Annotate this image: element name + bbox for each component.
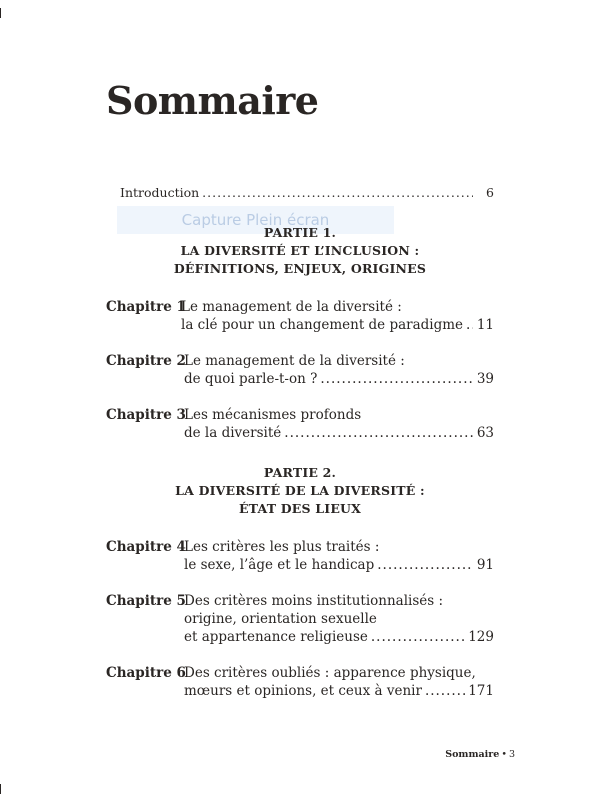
chapter-title-line: de quoi parle-t-on ? — [184, 371, 318, 387]
toc-entry-chapter-5[interactable] — [184, 628, 494, 646]
toc-entry-chapter-1[interactable] — [181, 316, 494, 334]
chapter-label: Chapitre 5 — [106, 593, 186, 609]
toc-entry-label: Introduction — [120, 185, 200, 200]
chapter-label: Chapitre 4 — [106, 539, 186, 555]
dot-leader — [377, 556, 473, 574]
chapter-title-line[interactable]: Les mécanismes profonds — [184, 407, 362, 423]
part-title-line: DÉFINITIONS, ENJEUX, ORIGINES — [173, 261, 427, 276]
chapter-title-line[interactable]: Des critères moins institutionnalisés : — [184, 593, 444, 609]
toc-page-number: 91 — [476, 557, 494, 573]
chapter-title-line: le sexe, l’âge et le handicap — [184, 557, 375, 573]
toc-entry-chapter-6[interactable] — [184, 682, 494, 700]
part-heading-2 — [106, 464, 494, 518]
chapter-label: Chapitre 1 — [106, 299, 186, 315]
toc-entry-chapter-4[interactable] — [184, 556, 494, 574]
footer-label: Sommaire — [445, 749, 500, 760]
chapter-title-line: de la diversité — [184, 425, 282, 441]
chapter-title-line[interactable]: Les critères les plus traités : — [184, 539, 380, 555]
dot-leader — [371, 628, 465, 646]
crop-mark-bottom-left — [0, 784, 1, 794]
screen-capture-overlay: Capture Plein écran — [117, 206, 394, 234]
footer-page-number: 3 — [508, 749, 515, 760]
toc-page-number: 171 — [468, 683, 494, 699]
toc-page-number: 39 — [476, 371, 494, 387]
toc-page-number: 63 — [476, 425, 494, 441]
chapter-title-line[interactable]: Le management de la diversité : — [184, 353, 405, 369]
dot-leader — [202, 184, 473, 202]
part-number: PARTIE 1. — [263, 225, 337, 240]
chapter-title-line[interactable]: origine, orientation sexuelle — [184, 611, 377, 627]
chapter-label: Chapitre 3 — [106, 407, 186, 423]
chapter-title-line: mœurs et opinions, et ceux à venir — [184, 683, 422, 699]
toc-entry-introduction[interactable] — [120, 184, 494, 202]
chapter-label: Chapitre 6 — [106, 665, 186, 681]
dot-leader — [320, 370, 473, 388]
part-heading-1 — [106, 224, 494, 278]
toc-page-number: 11 — [476, 317, 494, 333]
page-footer — [445, 749, 515, 760]
part-title-line: LA DIVERSITÉ ET L’INCLUSION : — [180, 243, 420, 258]
dot-leader — [466, 316, 473, 334]
dot-leader — [425, 682, 465, 700]
toc-page-number: 6 — [486, 185, 494, 200]
part-title-line: ÉTAT DES LIEUX — [238, 501, 362, 516]
chapter-title-line: et appartenance religieuse — [184, 629, 368, 645]
chapter-title-line[interactable]: Le management de la diversité : — [181, 299, 402, 315]
toc-entry-chapter-3[interactable] — [184, 424, 494, 442]
chapter-label: Chapitre 2 — [106, 353, 186, 369]
part-title-line: LA DIVERSITÉ DE LA DIVERSITÉ : — [175, 483, 425, 498]
footer-separator: • — [501, 749, 507, 760]
part-number: PARTIE 2. — [263, 465, 337, 480]
toc-page-number: 129 — [468, 629, 494, 645]
toc-entry-chapter-2[interactable] — [184, 370, 494, 388]
chapter-title-line: la clé pour un changement de paradigme — [181, 317, 464, 333]
crop-mark-top-left — [0, 8, 1, 18]
page-title: Sommaire — [106, 78, 319, 123]
dot-leader — [284, 424, 473, 442]
chapter-title-line[interactable]: Des critères oubliés : apparence physique, — [184, 665, 476, 681]
